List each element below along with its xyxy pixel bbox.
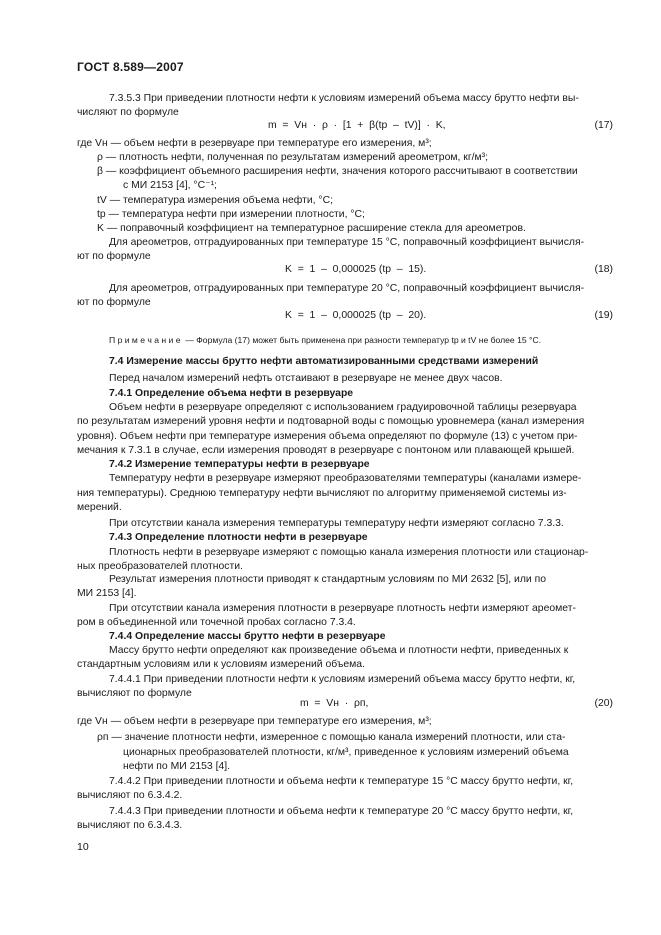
line-text: ρ — плотность нефти, полученная по результатам измерений ареометром, кг/м³; [97, 152, 488, 163]
section-heading: 7.4 Измерение массы брутто нефти автоматизированными средствами измерений [109, 356, 539, 367]
line-text: Перед началом измерений нефть отстаивают в резервуаре не менее двух часов. [109, 373, 503, 384]
line-text: Плотность нефти в резервуаре измеряют с помощью канала измерения плотности или стационар- [109, 547, 589, 558]
text-line [0, 309, 661, 323]
text-line [0, 715, 661, 729]
text-line [0, 775, 661, 789]
text-line [0, 760, 661, 774]
text-line [0, 106, 661, 120]
text-line [0, 151, 661, 165]
equation-number: (20) [594, 698, 613, 709]
text-line [0, 697, 661, 711]
text-line [0, 731, 661, 745]
line-text: m = Vн · ρп, [300, 698, 369, 709]
line-text: П р и м е ч а н и е — Формула (17) может быть применена при разности температур tр и tV не более 15 °С. [109, 335, 542, 345]
page-number: 10 [77, 841, 89, 853]
text-line [0, 487, 661, 501]
text-line [0, 587, 661, 601]
line-text: K = 1 – 0,000025 (tр – 20). [285, 310, 427, 321]
line-text: При отсутствии канала измерения температуры температуру нефти измеряют согласно 7.3.3. [109, 518, 564, 529]
text-line [0, 573, 661, 587]
text-line [0, 560, 661, 574]
text-line [0, 236, 661, 250]
text-line [0, 630, 661, 644]
document-header: ГОСТ 8.589—2007 [77, 60, 184, 74]
text-line [0, 673, 661, 687]
text-line [0, 602, 661, 616]
text-line [0, 415, 661, 429]
line-text: tV — температура измерения объема нефти, °С; [97, 195, 333, 206]
text-line [0, 119, 661, 133]
text-line [0, 282, 661, 296]
text-line [0, 501, 661, 515]
line-text: K — поправочный коэффициент на температурное расширение стекла для ареометров. [97, 223, 526, 234]
line-text: ционарных преобразователей плотности, кг/м³, приведенное к условиям измерений объема [123, 747, 569, 758]
text-line [0, 472, 661, 486]
text-line [0, 531, 661, 545]
equation-number: (19) [594, 310, 613, 321]
section-heading: 7.4.4 Определение массы брутто нефти в резервуаре [109, 631, 386, 642]
line-text: вычисляют по формуле [77, 688, 192, 699]
text-line [0, 92, 661, 106]
line-text: вычисляют по 6.3.4.3. [77, 820, 183, 831]
line-text: 7.3.5.3 При приведении плотности нефти к условиям измерений объема массу брутто нефти вы- [109, 93, 579, 104]
line-text: tр — температура нефти при измерении плотности, °С; [97, 209, 365, 220]
line-text: МИ 2153 [4]. [77, 588, 137, 599]
text-line [0, 444, 661, 458]
text-line [0, 805, 661, 819]
text-line [0, 616, 661, 630]
line-text: ют по формуле [77, 297, 151, 308]
line-text: уровня). Объем нефти при температуре измерения объема определяют по формуле (13) с учетом при- [77, 431, 578, 442]
text-line [0, 546, 661, 560]
text-line [0, 194, 661, 208]
line-text: ром в объединенной или точечной пробах согласно 7.3.4. [77, 617, 356, 628]
line-text: 7.4.4.1 При приведении плотности нефти к условиям измерений объема массу брутто нефти, кг, [109, 674, 576, 685]
text-line [0, 430, 661, 444]
text-line [0, 644, 661, 658]
text-line [0, 658, 661, 672]
text-line [0, 789, 661, 803]
text-line [0, 137, 661, 151]
text-line [0, 517, 661, 531]
line-text: ρп — значение плотности нефти, измеренное с помощью канала измерений плотности, или ста- [97, 732, 566, 743]
text-line [0, 333, 661, 347]
text-line [0, 819, 661, 833]
section-heading: 7.4.1 Определение объема нефти в резервуаре [109, 388, 354, 399]
line-text: ния температуры). Среднюю температуру нефти вычисляют по алгоритму применяемой системы из- [77, 488, 567, 499]
line-text: где Vн — объем нефти в резервуаре при температуре его измерения, м³; [77, 138, 432, 149]
line-text: Температуру нефти в резервуаре измеряют преобразователями температуры (каналами измере- [109, 473, 582, 484]
line-text: по результатам измерений уровня нефти и подтоварной воды с помощью уровнемера (канал измерения [77, 416, 585, 427]
equation-number: (18) [594, 264, 613, 275]
text-line [0, 372, 661, 386]
line-text: K = 1 – 0,000025 (tр – 15). [285, 264, 427, 275]
line-text: Для ареометров, отградуированных при температуре 20 °С, поправочный коэффициент вычисля- [109, 283, 585, 294]
line-text: ных преобразователей плотности. [77, 561, 243, 572]
line-text: m = Vн · ρ · [1 + β(tр – tV)] · K, [268, 120, 446, 131]
line-text: β — коэффициент объемного расширения нефти, значения которого рассчитывают в соответствии [97, 166, 578, 177]
text-line [0, 179, 661, 193]
line-text: 7.4.4.2 При приведении плотности и объема нефти к температуре 15 °С массу брутто нефти, кг, [109, 776, 574, 787]
text-line [0, 296, 661, 310]
text-line [0, 387, 661, 401]
line-text: Объем нефти в резервуаре определяют с использованием градуировочной таблицы резервуара [109, 402, 577, 413]
line-text: Результат измерения плотности приводят к стандартным условиям по МИ 2632 [5], или по [109, 574, 547, 585]
text-line [0, 208, 661, 222]
line-text: с МИ 2153 [4], °С⁻¹; [123, 180, 217, 191]
line-text: числяют по формуле [77, 107, 179, 118]
line-text: Массу брутто нефти определяют как произведение объема и плотности нефти, приведенных к [109, 645, 569, 656]
line-text: мечания к 7.3.1 в случае, если измерения проводят в резервуаре с понтоном или плавающей крышей. [77, 445, 575, 456]
text-line [0, 746, 661, 760]
line-text: При отсутствии канала измерения плотности в резервуаре плотность нефти измеряют ареомет- [109, 603, 576, 614]
line-text: Для ареометров, отградуированных при температуре 15 °С, поправочный коэффициент вычисля- [109, 237, 585, 248]
text-line [0, 355, 661, 369]
text-line [0, 222, 661, 236]
line-text: где Vн — объем нефти в резервуаре при температуре его измерения, м³; [77, 716, 432, 727]
section-heading: 7.4.3 Определение плотности нефти в резервуаре [109, 532, 368, 543]
section-heading: 7.4.2 Измерение температуры нефти в резервуаре [109, 459, 370, 470]
line-text: нефти по МИ 2153 [4]. [123, 761, 231, 772]
line-text: вычисляют по 6.3.4.2. [77, 790, 183, 801]
equation-number: (17) [594, 120, 613, 131]
line-text: стандартным условиям или к условиям измерений объема. [77, 659, 365, 670]
text-line [0, 401, 661, 415]
line-text: мерений. [77, 502, 122, 513]
line-text: ют по формуле [77, 251, 151, 262]
text-line [0, 263, 661, 277]
text-line [0, 458, 661, 472]
text-line [0, 250, 661, 264]
text-line [0, 165, 661, 179]
line-text: 7.4.4.3 При приведении плотности и объема нефти к температуре 20 °С массу брутто нефти, кг, [109, 806, 574, 817]
